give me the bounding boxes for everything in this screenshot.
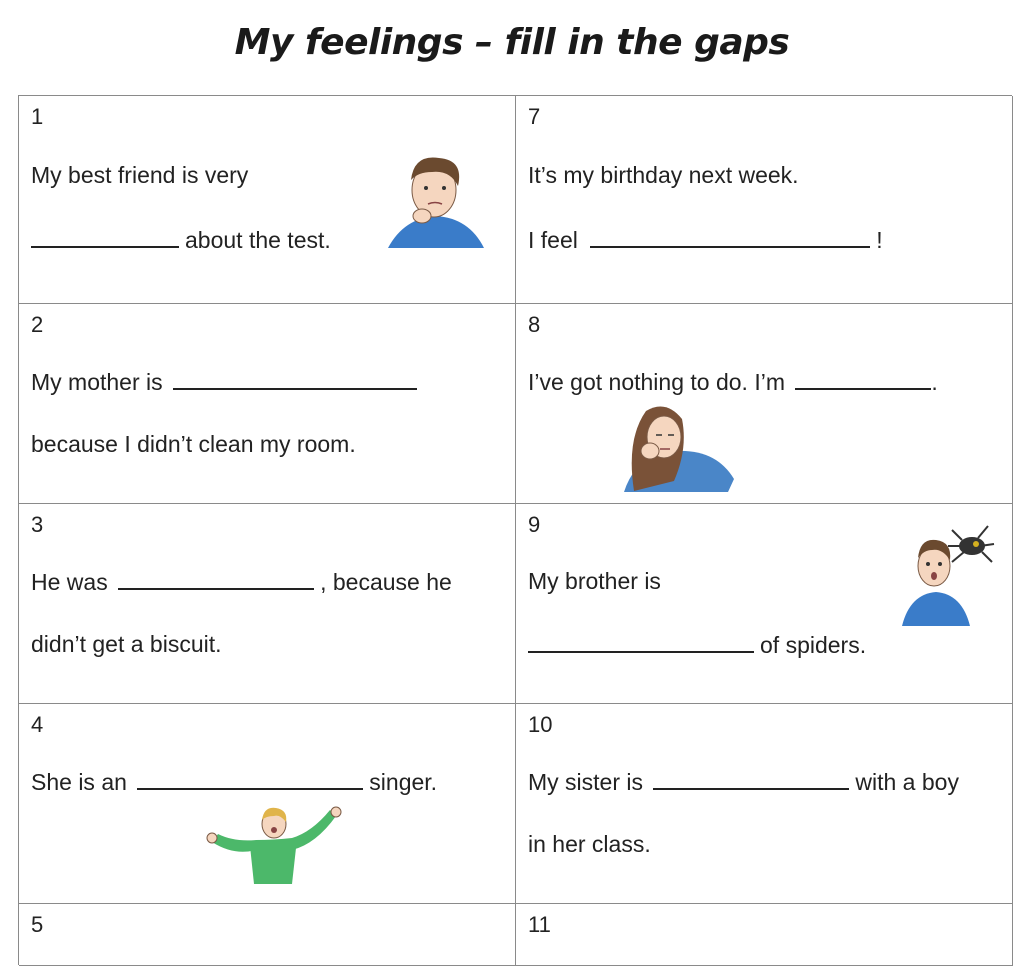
item-number: 10 (528, 712, 553, 737)
item-number: 4 (31, 712, 44, 737)
cell-7 (516, 96, 1013, 304)
item-number: 5 (31, 912, 44, 937)
scared-boy-spider-illustration (896, 516, 996, 628)
item-number: 9 (528, 512, 541, 537)
sentence-text: I feel (528, 227, 578, 253)
sentence-line: My best friend is very (31, 162, 249, 188)
item-number: 2 (31, 312, 44, 337)
worried-boy-illustration (384, 148, 489, 253)
sentence-text: . (931, 369, 938, 395)
item-number: 3 (31, 512, 44, 537)
sentence-line (31, 568, 452, 596)
answer-gap[interactable] (795, 368, 931, 390)
sentence-line (31, 768, 437, 796)
cell-11 (516, 904, 1013, 966)
sentence-line: didn’t get a biscuit. (31, 631, 222, 657)
sentence-text: She is an (31, 769, 127, 795)
sentence-line (528, 768, 959, 796)
answer-gap[interactable] (528, 631, 754, 653)
sentence-line (528, 368, 938, 396)
answer-gap[interactable] (118, 568, 314, 590)
sentence-line: My brother is (528, 568, 661, 594)
item-number: 8 (528, 312, 541, 337)
cell-9 (516, 504, 1013, 704)
sentence-line (528, 631, 866, 659)
cell-3 (19, 504, 516, 704)
sentence-text: , because he (320, 569, 452, 595)
cell-4 (19, 704, 516, 904)
sentence-text: with a boy (855, 769, 959, 795)
sentence-text: He was (31, 569, 108, 595)
item-number: 7 (528, 104, 541, 129)
worksheet-grid (18, 95, 1012, 965)
bored-girl-illustration (616, 399, 746, 494)
sentence-text: My sister is (528, 769, 643, 795)
cell-2 (19, 304, 516, 504)
sentence-text: My mother is (31, 369, 163, 395)
excited-singer-illustration (204, 804, 344, 886)
answer-gap[interactable] (137, 768, 363, 790)
sentence-line: because I didn’t clean my room. (31, 431, 356, 457)
cell-8 (516, 304, 1013, 504)
sentence-line (528, 226, 883, 254)
sentence-text: ! (876, 227, 883, 253)
cell-5 (19, 904, 516, 966)
answer-gap[interactable] (653, 768, 849, 790)
answer-gap[interactable] (173, 368, 417, 390)
page-title: My feelings – fill in the gaps (234, 22, 790, 63)
sentence-line (31, 226, 331, 254)
sentence-line: It’s my birthday next week. (528, 162, 799, 188)
sentence-text: singer. (369, 769, 438, 795)
sentence-line (31, 368, 423, 396)
item-number: 1 (31, 104, 44, 129)
sentence-text: I’ve got nothing to do. I’m (528, 369, 785, 395)
answer-gap[interactable] (31, 226, 179, 248)
sentence-text: about the test. (185, 227, 331, 253)
answer-gap[interactable] (590, 226, 870, 248)
sentence-text: of spiders. (760, 632, 867, 658)
item-number: 11 (528, 912, 551, 937)
sentence-line: in her class. (528, 831, 651, 857)
cell-10 (516, 704, 1013, 904)
cell-1 (19, 96, 516, 304)
